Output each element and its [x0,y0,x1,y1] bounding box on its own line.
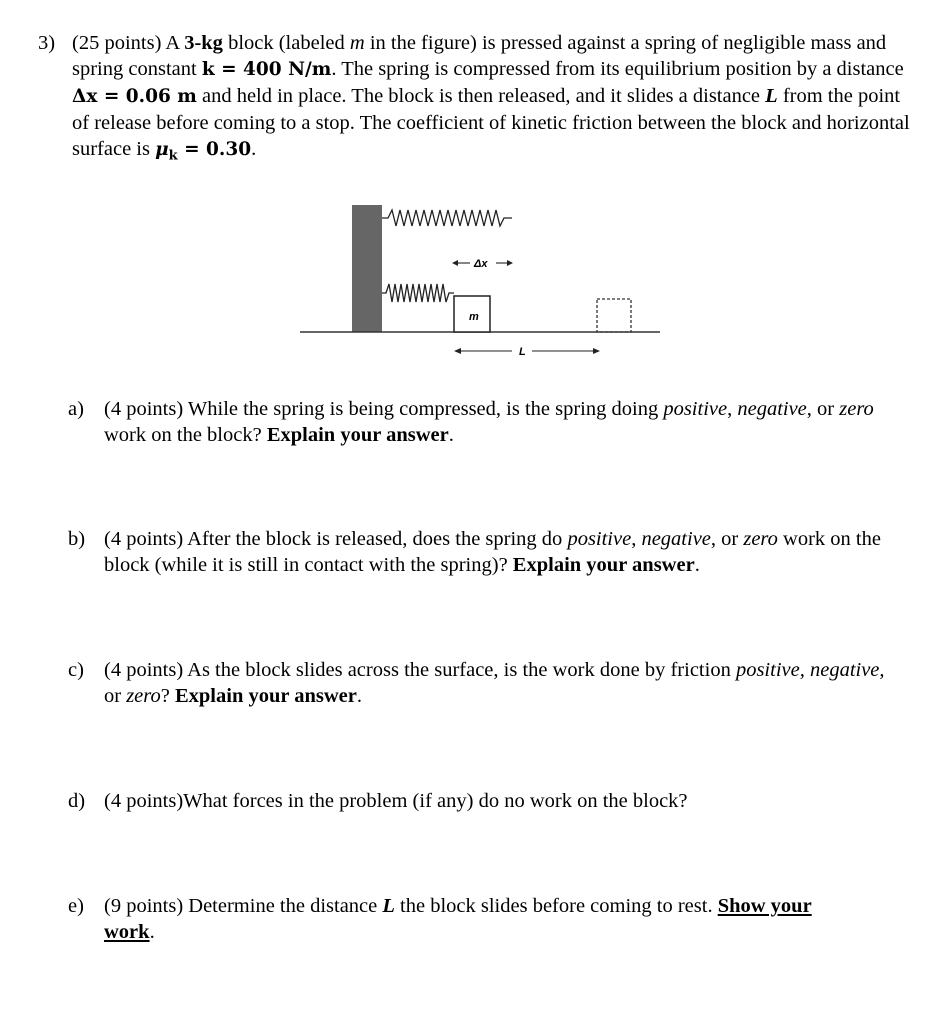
wall [352,205,382,332]
L-arrow-right-head [593,348,600,354]
distance-label: L [765,85,778,107]
question-e: e) (9 points) Determine the distance L the block slides before coming to rest. Show your work. [68,895,812,943]
question-d: d) (4 points)What forces in the problem (if any) do no work on the block? [68,790,688,812]
compression-equation: Δx = 0.06 m [72,86,197,107]
spring-block-figure [300,200,660,370]
question-a: a) (4 points) While the spring is being compressed, is the spring doing positive, negative, or zero work on the block? Explain your answer. [68,398,874,446]
question-b: b) (4 points) After the block is released, does the spring do positive, negative, or zero work on the block (while it is still in contact with the spring)? Explain your answer. [68,528,881,576]
problem-statement [38,30,918,170]
problem-body: (25 points) A 3-kg block (labeled m in the figure) is pressed against a spring of negligible mass and spring constant k = 400 N/m. The spring is compressed from its equilibrium position by a distance Δx = 0.06 m and held in place. The block is then released, and it slides a distance L from the point of release before coming to a stop. The coefficient of kinetic friction between the block and horizontal surface is $\mu_k = 0.30$. [72,32,910,164]
problem-number: 3) [38,32,56,54]
spring-equilibrium-icon [382,210,512,226]
dx-arrow-right-head [507,260,513,266]
mass-value: 3-kg [184,32,223,54]
question-c: c) (4 points) As the block slides across the surface, is the work done by friction positive, negative, or zero? Explain your answer. [68,659,885,707]
L-label: L [519,346,526,358]
spring-compressed-icon [382,284,454,302]
friction-coefficient-equation: $\mu_k = 0.30$ [155,139,252,164]
dx-arrow-left-head [452,260,458,266]
dx-label: Δx [474,258,488,270]
L-arrow-left-head [454,348,461,354]
final-block-position [597,299,631,332]
block-mass-label: m [469,311,479,323]
spring-constant-equation: k = 400 N/m [201,59,332,80]
